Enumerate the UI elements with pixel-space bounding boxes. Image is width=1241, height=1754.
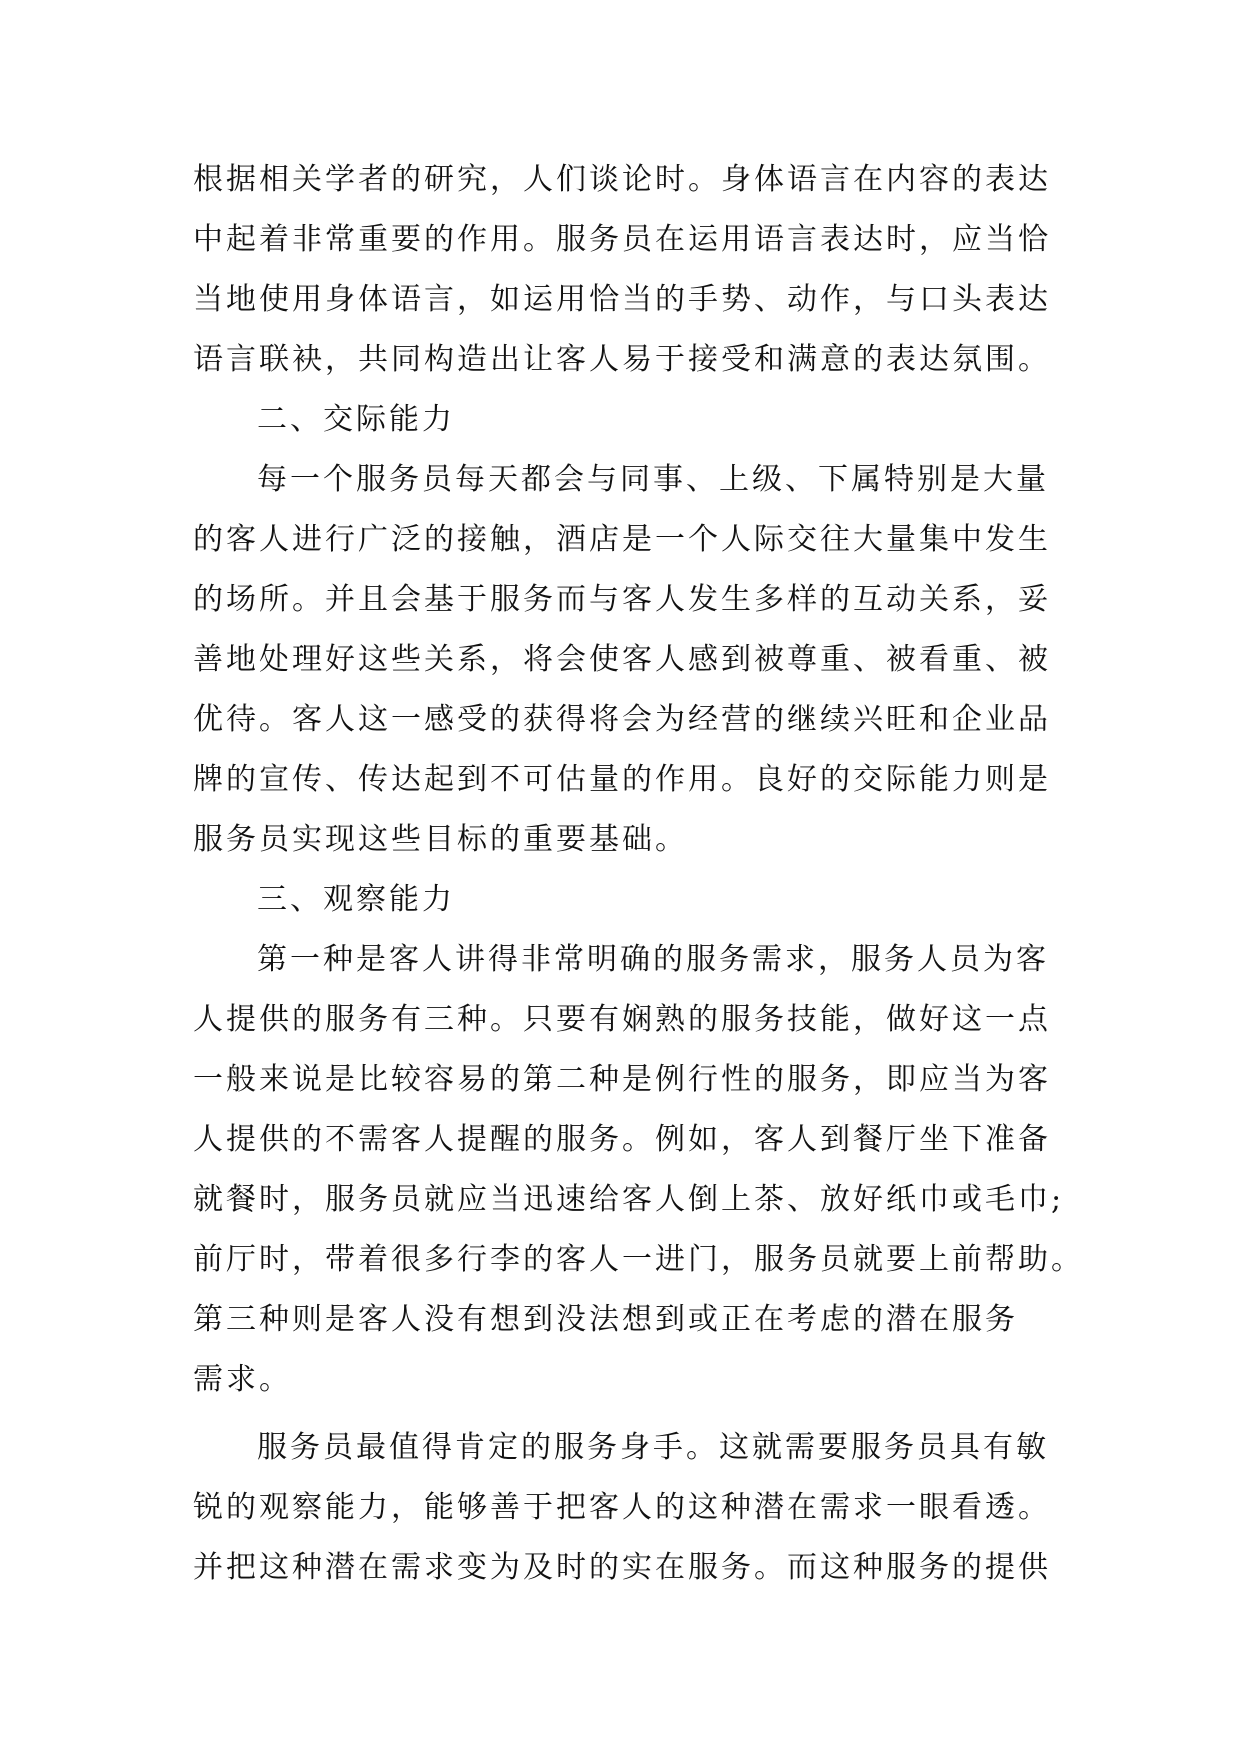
document-body <box>193 150 1084 1598</box>
text-line: 服务员最值得肯定的服务身手。这就需要服务员具有敏 <box>257 1430 1049 1465</box>
text-line: 善地处理好这些关系，将会使客人感到被尊重、被看重、被 <box>193 642 1051 677</box>
text-line: 第一种是客人讲得非常明确的服务需求，服务人员为客 <box>257 942 1049 977</box>
text-line: 中起着非常重要的作用。服务员在运用语言表达时，应当恰 <box>193 222 1051 257</box>
section-heading: 三、观察能力 <box>257 882 455 917</box>
text-line: 的客人进行广泛的接触，酒店是一个人际交往大量集中发生 <box>193 522 1051 557</box>
text-line: 人提供的服务有三种。只要有娴熟的服务技能，做好这一点 <box>193 1002 1051 1037</box>
text-line: 每一个服务员每天都会与同事、上级、下属特别是大量 <box>257 462 1049 497</box>
text-line: 并把这种潜在需求变为及时的实在服务。而这种服务的提供 <box>193 1550 1051 1585</box>
text-line: 的场所。并且会基于服务而与客人发生多样的互动关系，妥 <box>193 582 1051 617</box>
text-line: 牌的宣传、传达起到不可估量的作用。良好的交际能力则是 <box>193 762 1051 797</box>
text-line: 语言联袂，共同构造出让客人易于接受和满意的表达氛围。 <box>193 342 1051 377</box>
text-line: 锐的观察能力，能够善于把客人的这种潜在需求一眼看透。 <box>193 1490 1051 1525</box>
section-heading: 二、交际能力 <box>257 402 455 437</box>
text-line: 优待。客人这一感受的获得将会为经营的继续兴旺和企业品 <box>193 702 1051 737</box>
text-line: 就餐时，服务员就应当迅速给客人倒上茶、放好纸巾或毛巾; <box>193 1182 1065 1217</box>
text-line: 人提供的不需客人提醒的服务。例如，客人到餐厅坐下准备 <box>193 1122 1051 1157</box>
text-line: 第三种则是客人没有想到没法想到或正在考虑的潜在服务 <box>193 1302 1018 1337</box>
text-line: 当地使用身体语言，如运用恰当的手势、动作，与口头表达 <box>193 282 1051 317</box>
text-line: 需求。 <box>193 1362 292 1397</box>
text-line: 前厅时，带着很多行李的客人一进门，服务员就要上前帮助。 <box>193 1242 1084 1277</box>
text-line: 根据相关学者的研究，人们谈论时。身体语言在内容的表达 <box>193 162 1051 197</box>
paragraph-gap <box>193 1410 1063 1418</box>
text-line: 服务员实现这些目标的重要基础。 <box>193 822 688 857</box>
text-line: 一般来说是比较容易的第二种是例行性的服务，即应当为客 <box>193 1062 1051 1097</box>
